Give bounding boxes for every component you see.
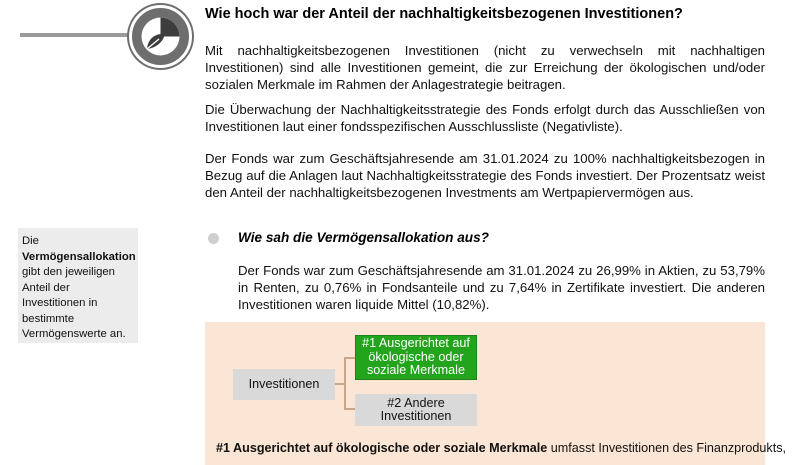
paragraph-monitoring: Die Überwachung der Nachhaltigkeitsstrategie des Fonds erfolgt durch das Ausschließen von Investitionen laut einer fondsspezifischen Ausschlussliste (Negativliste). — [205, 102, 765, 134]
header-rule — [20, 33, 140, 37]
section-heading: Wie sah die Vermögensallokation aus? — [238, 230, 489, 245]
connector-branch2 — [344, 408, 355, 410]
paragraph-definition: Mit nachhaltigkeitsbezogenen Investitionen (nicht zu verwechseln mit nachhaltigen Investitionen) sind alle Investitionen gemeint, die zur Erreichung der ökologischen und/oder sozialen Merkmale im Rahmen der Anlagestrategie beitragen. — [205, 43, 765, 92]
node-investitionen — [233, 369, 335, 400]
node-andere-investitionen — [355, 394, 477, 426]
footer-rest: umfasst Investitionen des Finanzprodukts, — [547, 441, 786, 455]
sidebar-suffix: gibt den jeweiligen Anteil der Investitionen in bestimmte Vermögenswerte an. — [22, 266, 126, 340]
connector-trunk — [344, 357, 346, 410]
sustainability-pie-leaf-icon — [129, 5, 192, 68]
footer-bold: #1 Ausgerichtet auf ökologische oder soziale Merkmale — [216, 441, 548, 455]
bullet-icon — [208, 233, 219, 244]
paragraph-fund-share: Der Fonds war zum Geschäftsjahresende am 31.01.2024 zu 100% nachhaltigkeitsbezogen in Bezug auf die Anlagen laut Nachhaltigkeitsstrategie des Fonds investiert. Der Prozentsatz weist den Anteil der nachhaltigkeitsbezogenen Investments am Wertpapiervermögen aus. — [205, 151, 765, 200]
node-andere-label: #2 Andere Investitionen — [380, 395, 452, 423]
connector-branch1 — [344, 357, 355, 359]
node-ausgerichtet-label: #1 Ausgerichtet auf ökologische oder soziale Merkmale — [362, 336, 470, 378]
page-title: Wie hoch war der Anteil der nachhaltigkeitsbezogenen Investitionen? — [205, 6, 683, 22]
sidebar-prefix: Die — [22, 235, 39, 247]
node-ausgerichtet — [355, 335, 477, 380]
section-text: Der Fonds war zum Geschäftsjahresende am 31.01.2024 zu 26,99% in Aktien, zu 53,79% in Renten, zu 0,76% in Fondsanteile und zu 7,64% in Zertifikate investiert. Die anderen Investitionen waren liquide Mittel (10,82%). — [238, 263, 765, 312]
sidebar-term: Vermögensallokation — [22, 250, 136, 263]
sidebar-note — [18, 228, 138, 343]
footer-note — [216, 441, 786, 455]
node-investitionen-label: Investitionen — [248, 376, 320, 391]
